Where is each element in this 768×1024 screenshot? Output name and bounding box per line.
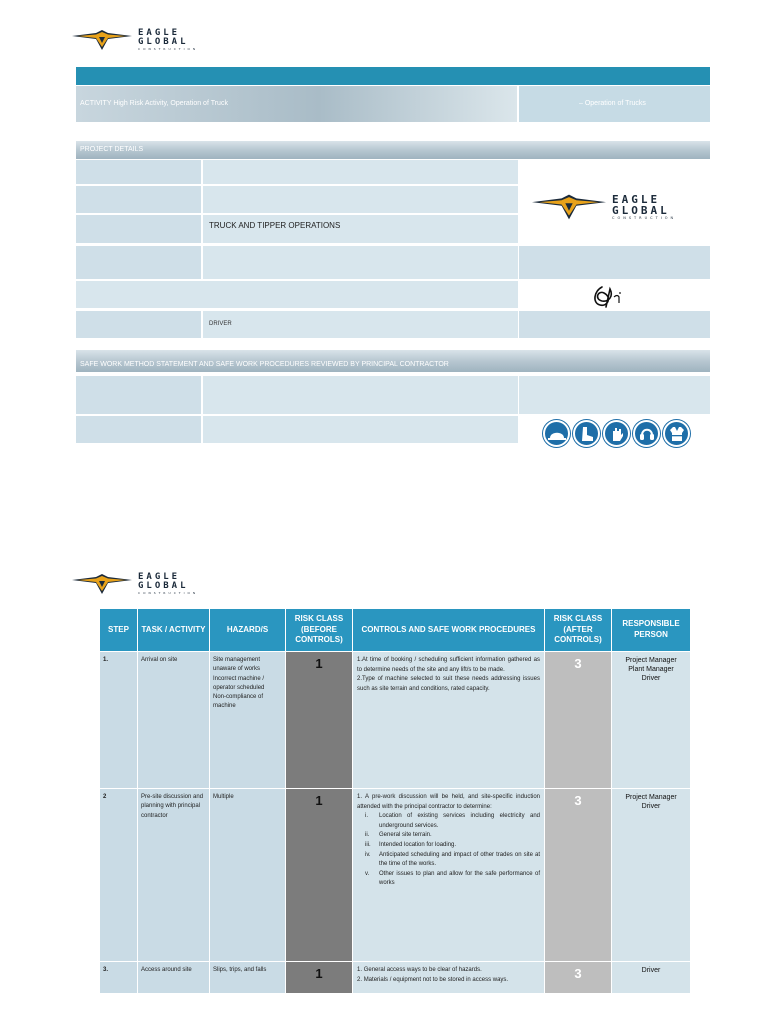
sub-control-item: i. Location of existing services including electricity and underground services. bbox=[365, 813, 540, 829]
brand-logo-page2 bbox=[72, 572, 198, 596]
review-value-cell bbox=[203, 416, 518, 443]
review-value-cell bbox=[203, 376, 518, 414]
activity-right-text: – Operation of Trucks bbox=[579, 100, 646, 107]
detail-label-cell bbox=[76, 246, 201, 279]
detail-label-cell bbox=[76, 311, 201, 338]
sub-control-list bbox=[357, 812, 540, 889]
row3-responsible bbox=[612, 962, 690, 993]
brand-name-line1: EAGLE bbox=[612, 192, 661, 206]
brand-logo-box bbox=[532, 192, 676, 222]
control-item: 2. Materials / equipment not to be stored in access ways. bbox=[357, 976, 509, 983]
row2-task: Pre-site discussion and planning with principal contractor bbox=[138, 789, 209, 961]
row1-step: 1. bbox=[100, 652, 137, 788]
row2-risk-after: 3 bbox=[545, 789, 611, 961]
review-label: SAFE WORK METHOD STATEMENT AND SAFE WORK PROCEDURES REVIEWED BY PRINCIPAL CONTRACTOR bbox=[80, 361, 449, 368]
brand-name-line3: CONSTRUCTION bbox=[612, 215, 677, 220]
detail-value-cell bbox=[203, 215, 518, 243]
control-item: 1.At time of booking / scheduling sufficient information gathered as to determine needs of the site and any lift/s to be made. bbox=[357, 657, 540, 673]
hard-hat-icon bbox=[543, 420, 570, 447]
brand-name-line2: GLOBAL bbox=[612, 203, 670, 217]
row1-controls bbox=[353, 652, 544, 788]
responsible-person: Driver bbox=[641, 967, 661, 974]
header-controls: CONTROLS AND SAFE WORK PROCEDURES bbox=[353, 609, 544, 651]
detail-right-cell bbox=[519, 246, 710, 279]
row3-controls bbox=[353, 962, 544, 993]
header-task: TASK / ACTIVITY bbox=[138, 609, 209, 651]
responsible-person: Project Manager bbox=[625, 657, 677, 664]
row2-hazards bbox=[210, 789, 285, 961]
detail-wide-cell bbox=[76, 281, 518, 308]
gloves-icon bbox=[603, 420, 630, 447]
detail-label-cell bbox=[76, 160, 201, 184]
row2-controls bbox=[353, 789, 544, 961]
responsible-person: Driver bbox=[641, 803, 661, 811]
header-responsible: RESPONSIBLE PERSON bbox=[612, 609, 690, 651]
safety-boots-icon bbox=[573, 420, 600, 447]
eagle-wings-icon bbox=[72, 28, 132, 52]
detail-value-cell bbox=[203, 311, 518, 338]
review-label-cell bbox=[76, 376, 201, 414]
row3-task: Access around site bbox=[138, 962, 209, 993]
row1-risk-after: 3 bbox=[545, 652, 611, 788]
control-item: 1. A pre-work discussion will be held, and site-specific induction attended with the principal contractor to determine: bbox=[357, 794, 540, 810]
hazard-item: Non-compliance of machine bbox=[213, 694, 264, 710]
hazard-item: Slips, trips, and falls bbox=[213, 967, 267, 973]
project-details-label: PROJECT DETAILS bbox=[80, 146, 144, 153]
brand-name-line2: GLOBAL bbox=[138, 37, 189, 47]
sub-control-item: iii. Intended location for loading. bbox=[365, 841, 457, 848]
responsible-person: Plant Manager bbox=[628, 666, 674, 674]
hi-vis-vest-icon bbox=[663, 420, 690, 447]
header-risk-before: RISK CLASS (BEFORE CONTROLS) bbox=[286, 609, 352, 651]
sub-control-item: v. Other issues to plan and allow for the safe performance of works bbox=[365, 870, 540, 887]
brand-name-line2: GLOBAL bbox=[138, 581, 189, 591]
activity-text: ACTIVITY High Risk Activity, Operation of Truck bbox=[80, 100, 228, 107]
control-item: 2.Type of machine selected to suit these needs addressing issues such as site terrain and conditions, rated capacity. bbox=[357, 676, 540, 692]
header-risk-after: RISK CLASS (AFTER CONTROLS) bbox=[545, 609, 611, 651]
review-bar bbox=[76, 350, 710, 372]
row2-responsible bbox=[612, 789, 690, 961]
brand-name-line1: EAGLE bbox=[138, 28, 181, 38]
row2-step: 2 bbox=[100, 789, 137, 961]
detail-label-cell bbox=[76, 186, 201, 213]
detail-value-cell bbox=[203, 186, 518, 213]
row1-risk-before: 1 bbox=[286, 652, 352, 788]
detail-right-cell bbox=[519, 311, 710, 338]
ppe-icons bbox=[543, 420, 690, 447]
hazard-item: Site management unaware of works bbox=[213, 657, 261, 673]
ear-protection-icon bbox=[633, 420, 660, 447]
row3-risk-after: 3 bbox=[545, 962, 611, 993]
hazard-item: Multiple bbox=[213, 794, 234, 800]
brand-name-line3: CONSTRUCTION bbox=[138, 47, 199, 51]
sub-control-item: ii. General site terrain. bbox=[365, 832, 432, 839]
eagle-wings-icon bbox=[532, 192, 606, 222]
brand-logo-top bbox=[72, 28, 198, 52]
title-bar bbox=[76, 67, 710, 85]
brand-name-line1: EAGLE bbox=[138, 572, 181, 582]
row1-task: Arrival on site bbox=[138, 652, 209, 788]
row3-step: 3. bbox=[100, 962, 137, 993]
header-step: STEP bbox=[100, 609, 137, 651]
row3-hazards bbox=[210, 962, 285, 993]
detail-label-cell bbox=[76, 215, 201, 243]
signature-graphic bbox=[588, 283, 628, 311]
responsible-person: Driver bbox=[641, 675, 661, 683]
detail-value-cell bbox=[203, 160, 518, 184]
hazard-item: Incorrect machine / operator scheduled bbox=[213, 675, 265, 691]
row1-responsible bbox=[612, 652, 690, 788]
row2-risk-before: 1 bbox=[286, 789, 352, 961]
review-label-cell bbox=[76, 416, 201, 443]
row1-hazards bbox=[210, 652, 285, 788]
header-hazard: HAZARD/S bbox=[210, 609, 285, 651]
detail-value-cell bbox=[203, 246, 518, 279]
operations-text: TRUCK AND TIPPER OPERATIONS bbox=[209, 221, 341, 230]
control-item: 1. General access ways to be clear of hazards. bbox=[357, 967, 482, 973]
row3-risk-before: 1 bbox=[286, 962, 352, 993]
brand-name-line3: CONSTRUCTION bbox=[138, 591, 199, 595]
sub-control-item: iv. Anticipated scheduling and impact of other trades on site at the time of the works. bbox=[365, 851, 540, 868]
review-right-cell bbox=[519, 376, 710, 414]
eagle-wings-icon bbox=[72, 572, 132, 596]
role-text: DRIVER bbox=[209, 321, 232, 327]
responsible-person: Project Manager bbox=[625, 794, 677, 801]
activity-cell bbox=[76, 86, 517, 122]
project-details-bar bbox=[76, 141, 710, 159]
activity-right-cell bbox=[519, 86, 710, 122]
